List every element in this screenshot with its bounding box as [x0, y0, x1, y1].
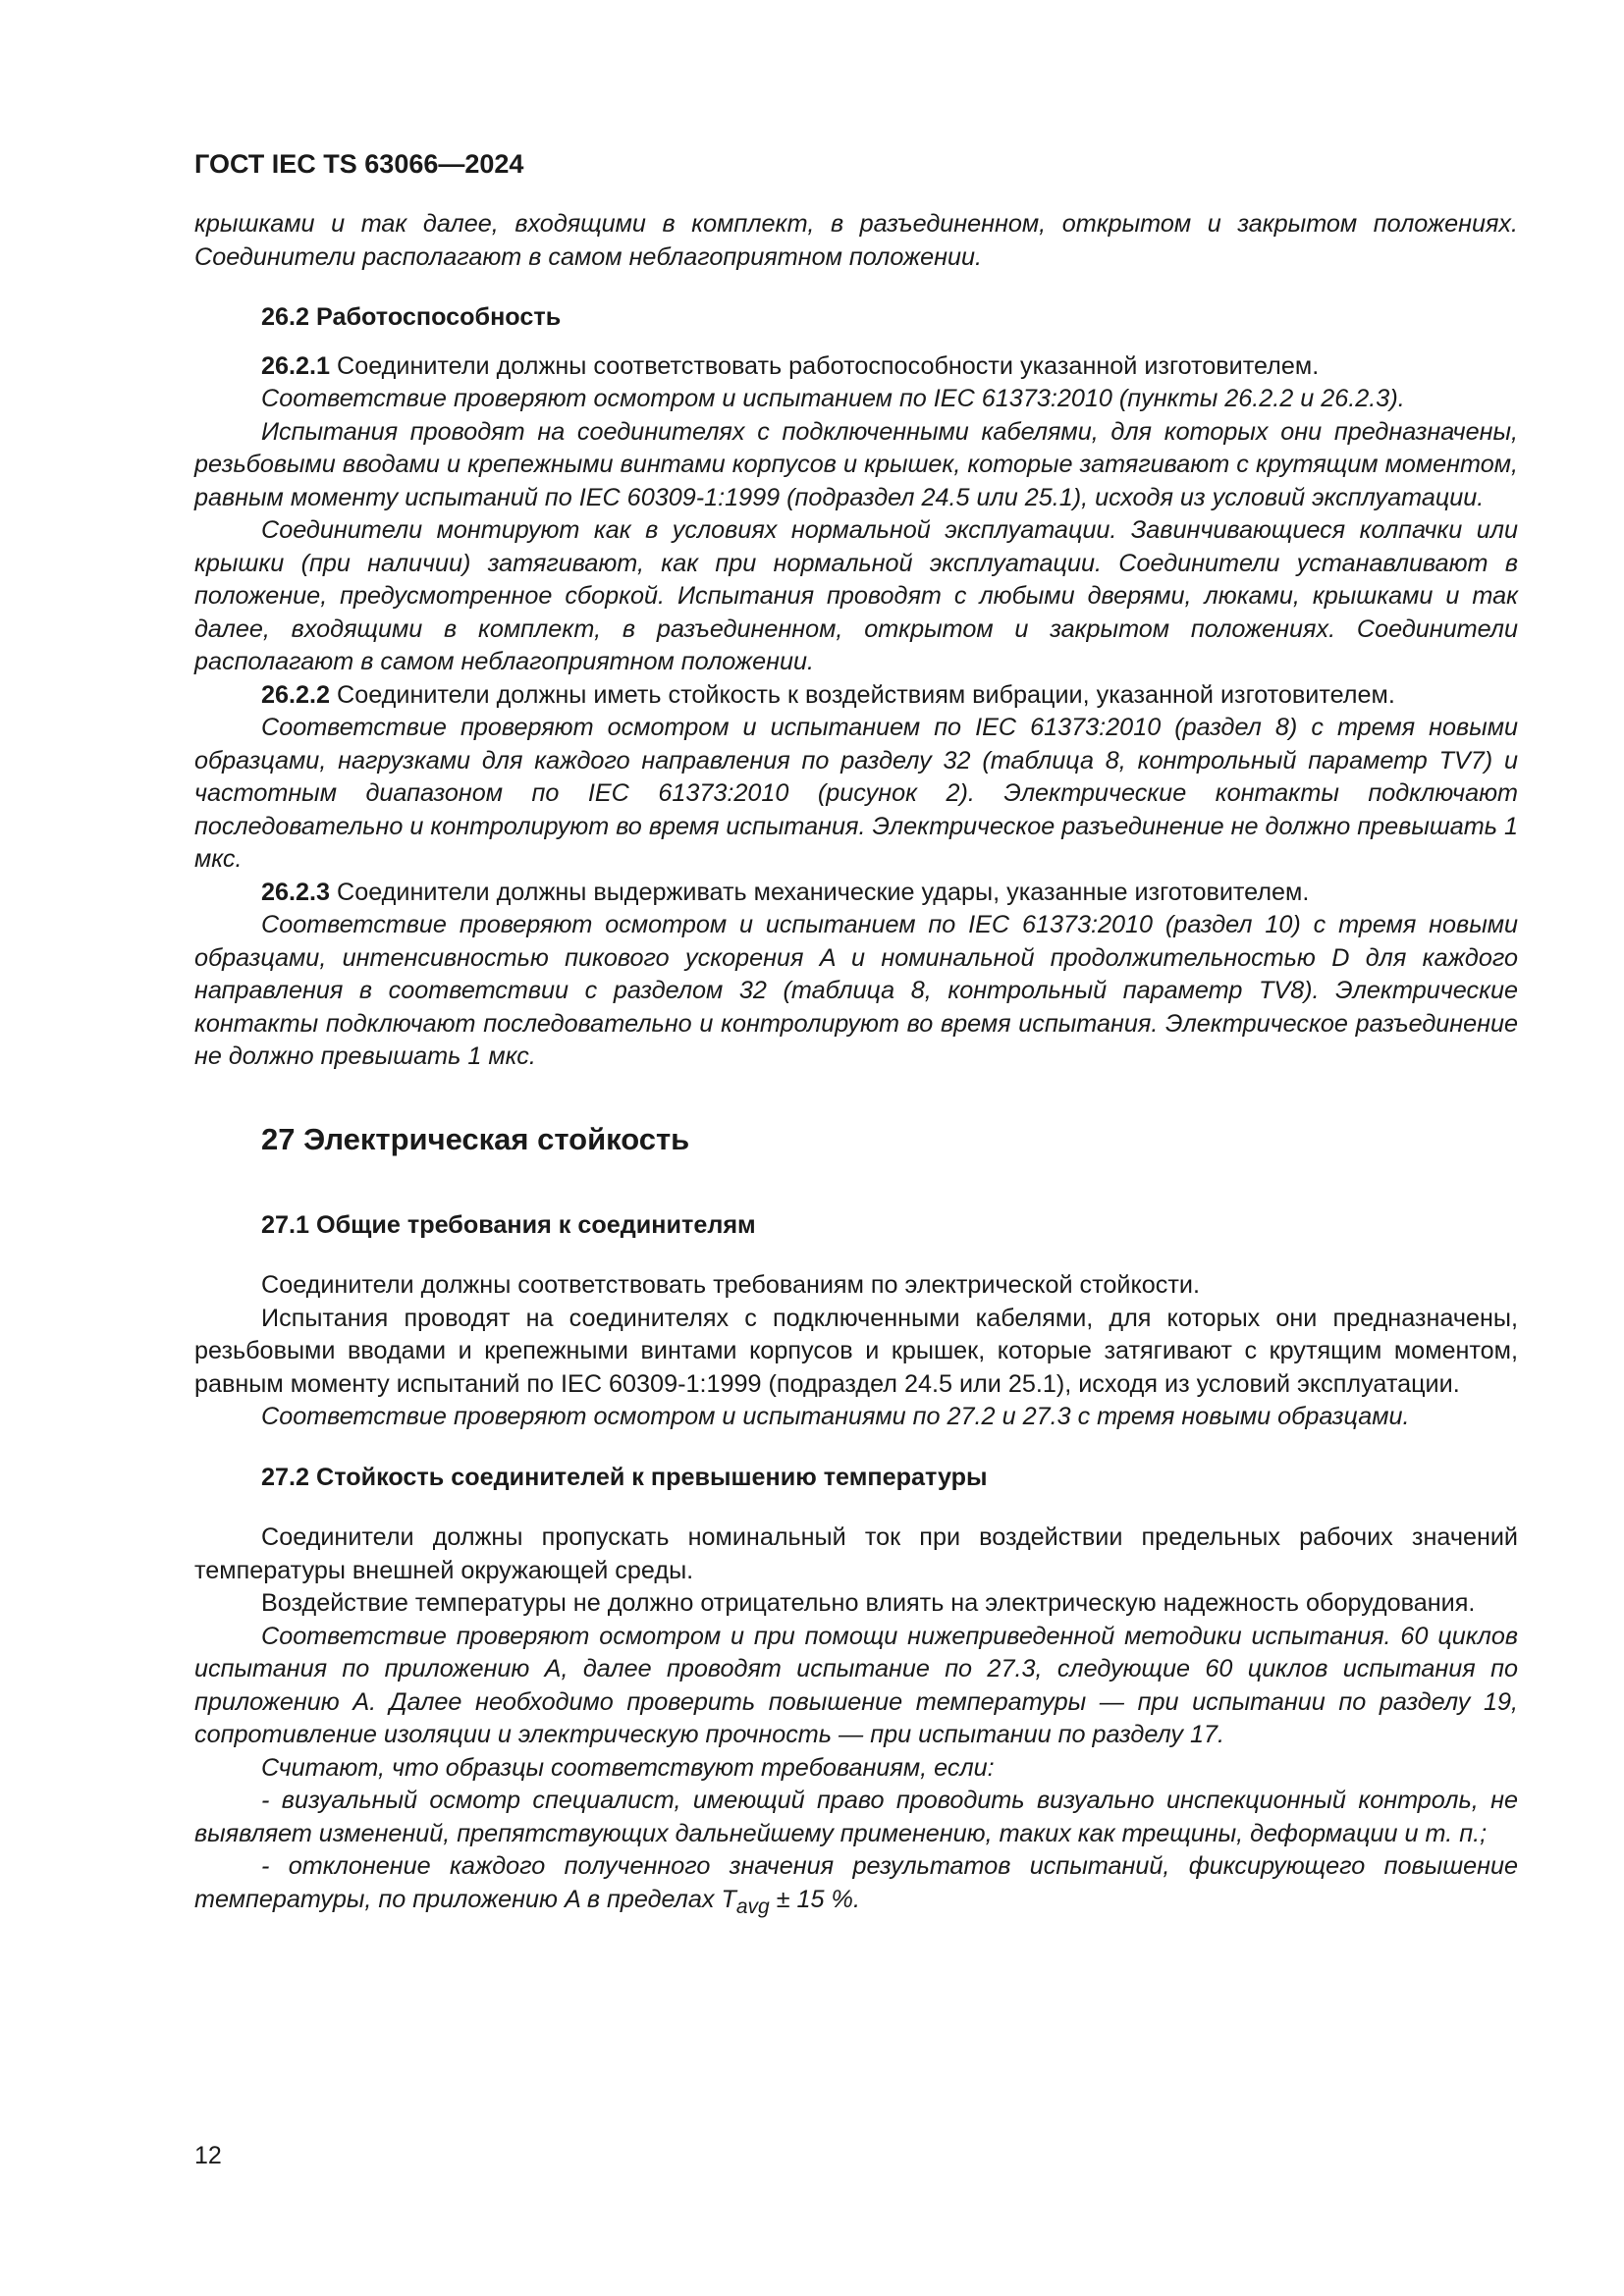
clause-text: Соединители должны иметь стойкость к воздействиям вибрации, указанной изготовителем.	[330, 680, 1395, 709]
compliance-26-2-1: Соответствие проверяют осмотром и испытанием по IEC 61373:2010 (пункты 26.2.2 и 26.2.3).	[261, 385, 1405, 412]
compliance-26-2-2: Соответствие проверяют осмотром и испытанием по IEC 61373:2010 (раздел 8) с тремя новыми образцами, нагрузками для каждого направления по разделу 32 (таблица 8, контрольный параметр TV7) и частотным диапазоном по IEC 61373:2010 (рисунок 2). Электрические контакты подключают последовательно и контролируют во время испытания. Электрическое разъединение не должно превышать 1 мкс.	[194, 714, 1519, 873]
clause-26-2-2	[194, 679, 1518, 713]
list-item-deviation	[194, 1850, 1518, 1923]
page-body	[194, 147, 1518, 1923]
continued-paragraph: крышками и так далее, входящими в комплект, в разъединенном, открытом и закрытом положениях. Соединители располагают в самом неблагоприятном положении.	[194, 210, 1518, 271]
test-conditions-26-2-1: Испытания проводят на соединителях с подключенными кабелями, для которых они предназначены, резьбовыми вводами и крепежными винтами корпусов и крышек, которые затягивают с крутящим моментом, равным моменту испытаний по IEC 60309-1:1999 (подраздел 24.5 или 25.1), исходя из условий эксплуатации.	[194, 417, 1518, 511]
clause-26-2-3	[194, 877, 1518, 910]
tavg-subscript: avg	[735, 1895, 770, 1918]
clause-number: 26.2.2	[261, 680, 331, 709]
tavg-symbol: T	[721, 1885, 736, 1913]
page-number: 12	[194, 2142, 222, 2169]
clause-26-2-1	[194, 350, 1518, 384]
paragraph-27-2-a: Соединители должны пропускать номинальный ток при воздействии предельных рабочих значений температуры внешней окружающей среды.	[194, 1523, 1518, 1584]
paragraph-27-1-b: Испытания проводят на соединителях с подключенными кабелями, для которых они предназначены, резьбовыми вводами и крепежными винтами корпусов и крышек, которые затягивают с крутящим моментом, равным моменту испытаний по IEC 60309-1:1999 (подраздел 24.5 или 25.1), исходя из условий эксплуатации.	[194, 1304, 1518, 1398]
clause-number: 26.2.3	[261, 878, 331, 906]
paragraph-27-2-b: Воздействие температуры не должно отрицательно влиять на электрическую надежность оборудования.	[261, 1589, 1476, 1617]
subsection-27-1-title: 27.1 Общие требования к соединителям	[261, 1210, 756, 1239]
list-item-visual-inspection: - визуальный осмотр специалист, имеющий право проводить визуально инспекционный контроль, не выявляет изменений, препятствующих дальнейшему применению, таких как трещины, деформации и т. п.;	[194, 1787, 1518, 1847]
paragraph-27-1-a: Соединители должны соответствовать требованиям по электрической стойкости.	[261, 1271, 1200, 1299]
deviation-text: - отклонение каждого полученного значения результатов испытаний, фиксирующего повышение температуры, по приложению A в пределах	[194, 1852, 1518, 1913]
clause-text: Соединители должны соответствовать работоспособности указанной изготовителем.	[330, 351, 1320, 380]
paragraph-27-2-c: Соответствие проверяют осмотром и при помощи нижеприведенной методики испытания. 60 циклов испытания по приложению A, далее проводят испытание по 27.3, следующие 60 циклов испытания по приложению A. Далее необходимо проверить повышение температуры — при испытании по разделу 19, сопротивление изоляции и электрическую прочность — при испытании по разделу 17.	[194, 1622, 1518, 1748]
subsection-26-2-title: 26.2 Работоспособность	[261, 303, 562, 331]
mounting-26-2-1: Соединители монтируют как в условиях нормальной эксплуатации. Завинчивающиеся колпачки или крышки (при наличии) затягивают, как при нормальной эксплуатации. Соединители устанавливают в положение, предусмотренное сборкой. Испытания проводят с любыми дверями, люками, крышками и так далее, входящими в комплект, в разъединенном, открытом и закрытом положениях. Соединители располагают в самом неблагоприятном положении.	[194, 516, 1518, 675]
paragraph-27-2-d: Считают, что образцы соответствуют требованиям, если:	[261, 1753, 995, 1782]
deviation-tolerance: ± 15 %.	[769, 1885, 860, 1913]
document-header: ГОСТ IEC TS 63066—2024	[194, 149, 524, 179]
paragraph-27-1-c: Соответствие проверяют осмотром и испытаниями по 27.2 и 27.3 с тремя новыми образцами.	[261, 1403, 1410, 1430]
clause-number: 26.2.1	[261, 351, 331, 380]
clause-text: Соединители должны выдерживать механические удары, указанные изготовителем.	[330, 878, 1310, 906]
compliance-26-2-3: Соответствие проверяют осмотром и испытанием по IEC 61373:2010 (раздел 10) с тремя новыми образцами, интенсивностью пикового ускорения A и номинальной продолжительностью D для каждого направления в соответствии с разделом 32 (таблица 8, контрольный параметр TV8). Электрические контакты подключают последовательно и контролируют во время испытания. Электрическое разъединение не должно превышать 1 мкс.	[194, 911, 1518, 1070]
section-27-title: 27 Электрическая стойкость	[261, 1121, 690, 1156]
subsection-27-2-title: 27.2 Стойкость соединителей к превышению температуры	[261, 1463, 988, 1491]
